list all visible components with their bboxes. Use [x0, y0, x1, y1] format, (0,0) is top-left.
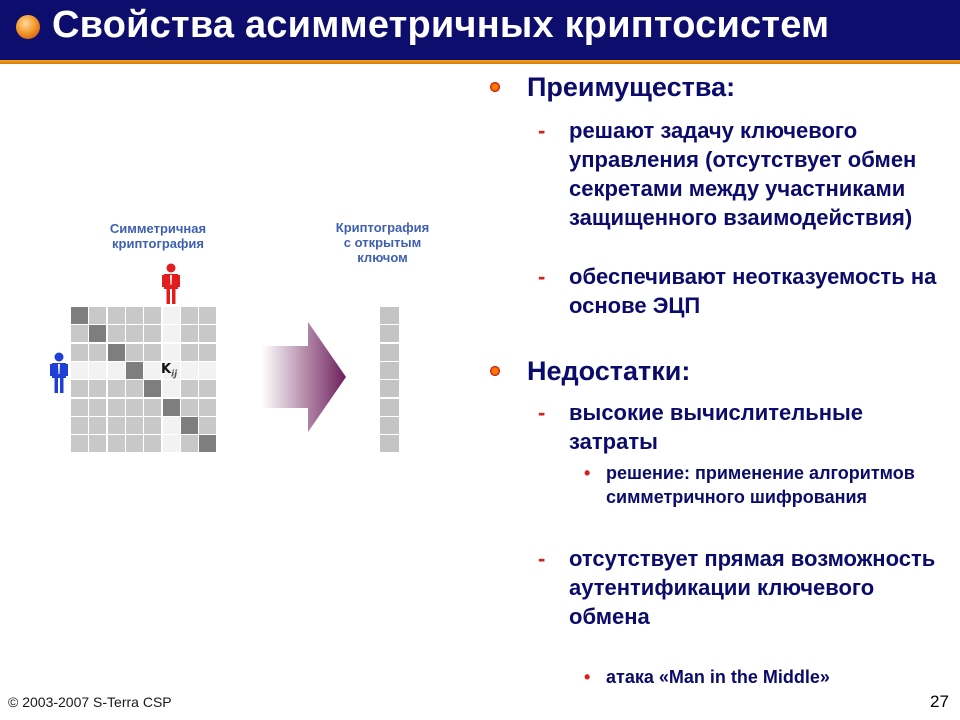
matrix-cell — [181, 325, 198, 342]
matrix-cell — [199, 435, 216, 452]
matrix-cell — [126, 380, 143, 397]
slide-title: Свойства асимметричных криптосистем — [52, 4, 830, 46]
matrix-cell — [163, 417, 180, 434]
matrix-cell — [199, 380, 216, 397]
matrix-cell — [144, 344, 161, 361]
matrix-cell — [89, 307, 106, 324]
page-number: 27 — [930, 692, 949, 711]
vector-cell — [380, 435, 399, 452]
matrix-cell — [71, 344, 88, 361]
matrix-cell — [71, 399, 88, 416]
matrix-cell — [89, 325, 106, 342]
matrix-cell — [89, 344, 106, 361]
matrix-cell — [71, 380, 88, 397]
disadvantage-sub-text-1: решение: применение алгоритмов симметричного шифрования — [606, 463, 915, 507]
matrix-cell — [199, 307, 216, 324]
matrix-cell — [126, 325, 143, 342]
matrix-cell — [71, 362, 88, 379]
matrix-cell — [126, 417, 143, 434]
advantage-text-1: решают задачу ключевого управления (отсутствует обмен секретами между участниками защищенного взаимодействия) — [569, 118, 917, 230]
dot-marker: • — [584, 667, 591, 687]
vector-cell — [380, 325, 399, 342]
matrix-cell — [108, 417, 125, 434]
caption-symmetric-line2: криптография — [112, 236, 204, 251]
person-blue-icon — [48, 352, 70, 394]
disadvantage-text-1: высокие вычислительные затраты — [569, 400, 864, 454]
matrix-cell — [144, 399, 161, 416]
caption-pk-line3: ключом — [357, 250, 408, 265]
vector-cell — [380, 307, 399, 324]
matrix-cell — [199, 417, 216, 434]
matrix-cell — [181, 344, 198, 361]
matrix-cell — [89, 417, 106, 434]
matrix-cell — [181, 307, 198, 324]
caption-public-key — [305, 220, 460, 265]
bullet-marker-icon — [490, 366, 500, 376]
dash-marker: - — [538, 546, 546, 571]
matrix-cell — [199, 362, 216, 379]
matrix-cell — [71, 325, 88, 342]
bullet-marker-icon — [490, 82, 500, 92]
matrix-cell — [199, 325, 216, 342]
matrix-cell — [163, 344, 180, 361]
matrix-cell — [144, 435, 161, 452]
matrix-cell — [89, 399, 106, 416]
matrix-cell — [89, 362, 106, 379]
matrix-cell — [181, 435, 198, 452]
matrix-cell — [108, 362, 125, 379]
matrix-cell — [108, 380, 125, 397]
disadvantage-text-2: отсутствует прямая возможность аутентификации ключевого обмена — [569, 546, 936, 629]
matrix-cell — [108, 399, 125, 416]
caption-symmetric — [78, 221, 238, 251]
key-label-letter: K — [161, 362, 172, 377]
public-key-vector — [380, 307, 399, 453]
matrix-cell — [199, 399, 216, 416]
vector-cell — [380, 362, 399, 379]
matrix-cell — [108, 307, 125, 324]
advantage-text-2: обеспечивают неотказуемость на основе ЭЦП — [569, 264, 937, 318]
matrix-cell — [144, 362, 161, 379]
caption-pk-line2: с открытым — [343, 235, 422, 250]
matrix-cell — [71, 417, 88, 434]
matrix-cell — [144, 307, 161, 324]
disadvantages-title: Недостатки: — [527, 356, 691, 386]
matrix-cell — [181, 417, 198, 434]
caption-symmetric-line1: Симметричная — [109, 221, 207, 236]
matrix-cell — [108, 435, 125, 452]
matrix-cell — [126, 399, 143, 416]
matrix-cell — [163, 435, 180, 452]
vector-cell — [380, 417, 399, 434]
disadvantage-sub-text-2: атака «Man in the Middle» — [606, 667, 830, 687]
matrix-cell — [108, 325, 125, 342]
transition-arrow-icon — [262, 322, 346, 432]
matrix-cell — [181, 362, 198, 379]
footer-copyright: © 2003-2007 S-Terra CSP — [8, 694, 172, 710]
matrix-cell — [126, 344, 143, 361]
caption-pk-line1: Криптография — [335, 220, 430, 235]
vector-cell — [380, 399, 399, 416]
dash-marker: - — [538, 264, 546, 289]
matrix-cell — [163, 380, 180, 397]
key-label — [161, 362, 177, 380]
matrix-cell — [144, 380, 161, 397]
matrix-cell — [163, 307, 180, 324]
matrix-cell — [144, 417, 161, 434]
slide-content — [480, 64, 960, 687]
vector-cell — [380, 344, 399, 361]
advantages-title: Преимущества: — [527, 72, 736, 102]
matrix-cell — [89, 435, 106, 452]
matrix-cell — [181, 399, 198, 416]
dash-marker: - — [538, 400, 546, 425]
matrix-cell — [126, 435, 143, 452]
dot-marker: • — [584, 463, 591, 483]
person-red-icon — [160, 263, 182, 305]
matrix-cell — [163, 399, 180, 416]
key-matrix-grid — [71, 307, 217, 453]
matrix-cell — [108, 344, 125, 361]
matrix-cell — [126, 307, 143, 324]
matrix-cell — [199, 344, 216, 361]
matrix-cell — [181, 380, 198, 397]
matrix-cell — [71, 435, 88, 452]
dash-marker: - — [538, 118, 546, 143]
matrix-cell — [144, 325, 161, 342]
matrix-cell — [163, 325, 180, 342]
matrix-cell — [89, 380, 106, 397]
key-label-subscript: ij — [171, 369, 178, 380]
vector-cell — [380, 380, 399, 397]
matrix-cell — [71, 307, 88, 324]
matrix-cell — [126, 362, 143, 379]
